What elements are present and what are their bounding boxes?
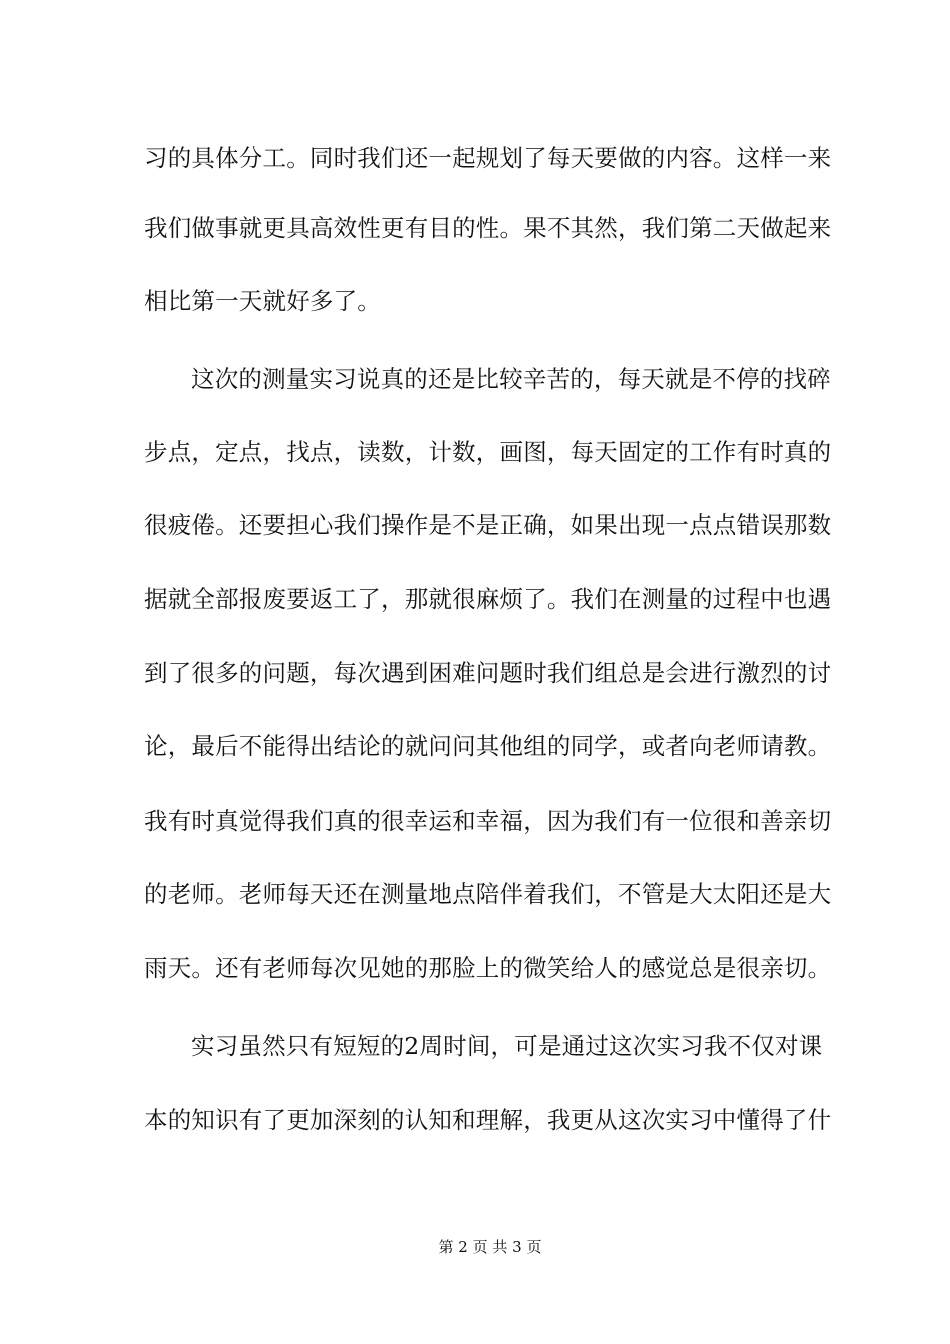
text-line: 相比第一天就好多了。: [144, 287, 381, 315]
text-line: 论，最后不能得出结论的就问问其他组的同学，或者向老师请教。: [144, 732, 832, 760]
text-line: 很疲倦。还要担心我们操作是不是正确，如果出现一点点错误那数: [144, 511, 832, 539]
page-number: 第 2 页 共 3 页: [438, 1238, 542, 1256]
text-line: 到了很多的问题，每次遇到困难问题时我们组总是会进行激烈的讨: [144, 659, 832, 687]
text-line: 步点，定点，找点，读数，计数，画图，每天固定的工作有时真的: [144, 438, 832, 466]
page-footer: [0, 1237, 950, 1257]
text-line: 我有时真觉得我们真的很幸运和幸福，因为我们有一位很和善亲切: [144, 807, 832, 835]
text-line: 我们做事就更具高效性更有目的性。果不其然，我们第二天做起来: [144, 214, 832, 242]
text-line: 的老师。老师每天还在测量地点陪伴着我们，不管是大太阳还是大: [144, 880, 832, 908]
paragraph-first-line: 实习虽然只有短短的2周时间，可是通过这次实习我不仅对课: [191, 1032, 823, 1060]
text-line: 据就全部报废要返工了，那就很麻烦了。我们在测量的过程中也遇: [144, 585, 832, 613]
paragraph-first-line: 这次的测量实习说真的还是比较辛苦的，每天就是不停的找碎: [191, 365, 831, 393]
text-line: 本的知识有了更加深刻的认知和理解，我更从这次实习中懂得了什: [144, 1106, 832, 1134]
text-line: 习的具体分工。同时我们还一起规划了每天要做的内容。这样一来: [144, 144, 832, 172]
text-line: 雨天。还有老师每次见她的那脸上的微笑给人的感觉总是很亲切。: [144, 954, 832, 982]
